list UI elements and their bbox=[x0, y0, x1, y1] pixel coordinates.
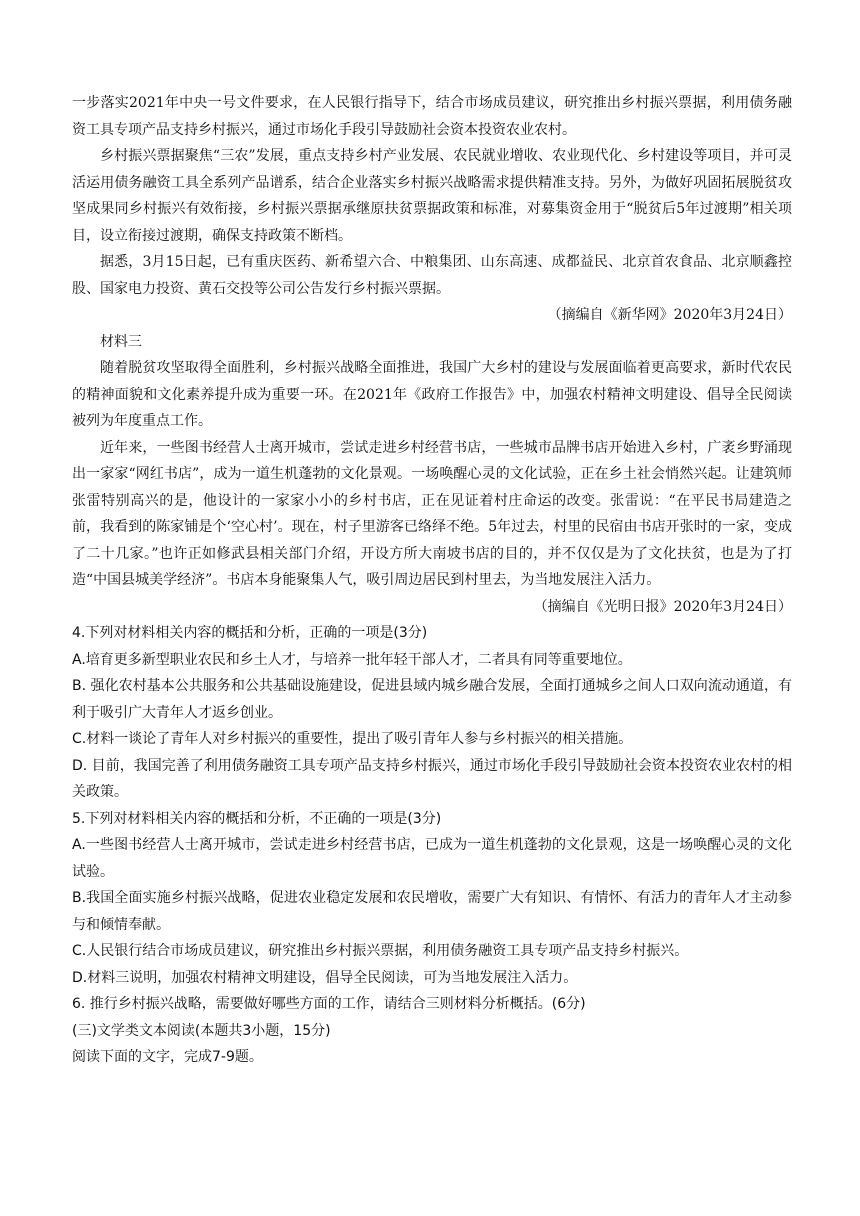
question-4-option-a: A.培育更多新型职业农民和乡土人才，与培养一批年轻干部人才，二者具有同等重要地位。 bbox=[72, 651, 632, 668]
material2-para3: 据悉，3月15日起，已有重庆医药、新希望六合、中粮集团、山东高速、成都益民、北京首农食品、北京顺鑫控股、国家电力投资、黄石交投等公司公告发行乡村振兴票据。 bbox=[72, 254, 792, 297]
document-content bbox=[72, 90, 792, 1071]
material3-source: （摘编自《光明日报》2020年3月24日） bbox=[533, 598, 792, 615]
material3-heading: 材料三 bbox=[100, 333, 142, 350]
material3-para2: 近年来，一些图书经营人士离开城市，尝试走进乡村经营书店，一些城市品牌书店开始进入乡村，广袤乡野涌现出一家家“网红书店”，成为一道生机蓬勃的文化景观。一场唤醒心灵的文化试验，正在乡土社会悄然兴起。让建筑师张雷特别高兴的是，他设计的一家家小小的乡村书店，正在见证着村庄命运的改变。张雷说：“在平民书局建造之前，我看到的陈家铺是个‘空心村’。现在，村子里游客已络绎不绝。5年过去，村里的民宿由书店开张时的一家，变成了二十几家。”也许正如修武县相关部门介绍，开设方所大南坡书店的目的，并不仅仅是为了文化扶贫，也是为了打造“中国县城美学经济”。书店本身能聚集人气，吸引周边居民到村里去，为当地发展注入活力。 bbox=[72, 439, 792, 588]
question-4-option-c: C.材料一谈论了青年人对乡村振兴的重要性，提出了吸引青年人参与乡村振兴的相关措施。 bbox=[72, 731, 633, 747]
question-5-stem: 5.下列对材料相关内容的概括和分析，不正确的一项是(3分) bbox=[72, 810, 442, 827]
question-6-stem: 6. 推行乡村振兴战略，需要做好哪些方面的工作，请结合三则材料分析概括。(6分) bbox=[72, 996, 586, 1012]
material2-source: （摘编自《新华网》2020年3月24日） bbox=[547, 307, 792, 323]
section-3-title: (三)文学类文本阅读(本题共3小题，15分) bbox=[72, 1022, 331, 1039]
question-5-option-a: A.一些图书经营人士离开城市，尝试走进乡村经营书店，已成为一道生机蓬勃的文化景观，这是一场唤醒心灵的文化试验。 bbox=[72, 837, 792, 880]
question-5-option-d: D.材料三说明，加强农村精神文明建设，倡导全民阅读，可为当地发展注入活力。 bbox=[72, 969, 578, 986]
question-5-option-b: B.我国全面实施乡村振兴战略，促进农业稳定发展和农民增收，需要广大有知识、有情怀、有活力的青年人才主动参与和倾情奉献。 bbox=[72, 890, 792, 933]
question-4-option-b: B. 强化农村基本公共服务和公共基础设施建设，促进县域内城乡融合发展，全面打通城乡之间人口双向流动通道，有利于吸引广大青年人才返乡创业。 bbox=[72, 678, 792, 721]
question-4-stem: 4.下列对材料相关内容的概括和分析，正确的一项是(3分) bbox=[72, 625, 428, 641]
question-4-option-d: D. 目前，我国完善了利用债务融资工具专项产品支持乡村振兴，通过市场化手段引导鼓励社会资本投资农业农村的相关政策。 bbox=[72, 757, 792, 800]
question-5-option-c: C.人民银行结合市场成员建议，研究推出乡村振兴票据，利用债务融资工具专项产品支持乡村振兴。 bbox=[72, 943, 689, 959]
material2-para2: 乡村振兴票据聚焦“三农”发展，重点支持乡村产业发展、农民就业增收、农业现代化、乡村建设等项目，并可灵活运用债务融资工具全系列产品谱系，结合企业落实乡村振兴战略需求提供精准支持。另外，为做好巩固拓展脱贫攻坚成果同乡村振兴有效衔接，乡村振兴票据承继原扶贫票据政策和标准，对募集资金用于“脱贫后5年过渡期”相关项目，设立衔接过渡期，确保支持政策不断档。 bbox=[72, 148, 792, 244]
material3-para1: 随着脱贫攻坚取得全面胜利，乡村振兴战略全面推进，我国广大乡村的建设与发展面临着更高要求，新时代农民的精神面貌和文化素养提升成为重要一环。在2021年《政府工作报告》中，加强农村精神文明建设、倡导全民阅读被列为年度重点工作。 bbox=[72, 360, 792, 429]
material2-para1: 一步落实2021年中央一号文件要求，在人民银行指导下，结合市场成员建议，研究推出乡村振兴票据，利用债务融资工具专项产品支持乡村振兴，通过市场化手段引导鼓励社会资本投资农业农村。 bbox=[72, 95, 792, 138]
section-3-instruction: 阅读下面的文字，完成7-9题。 bbox=[72, 1049, 263, 1065]
